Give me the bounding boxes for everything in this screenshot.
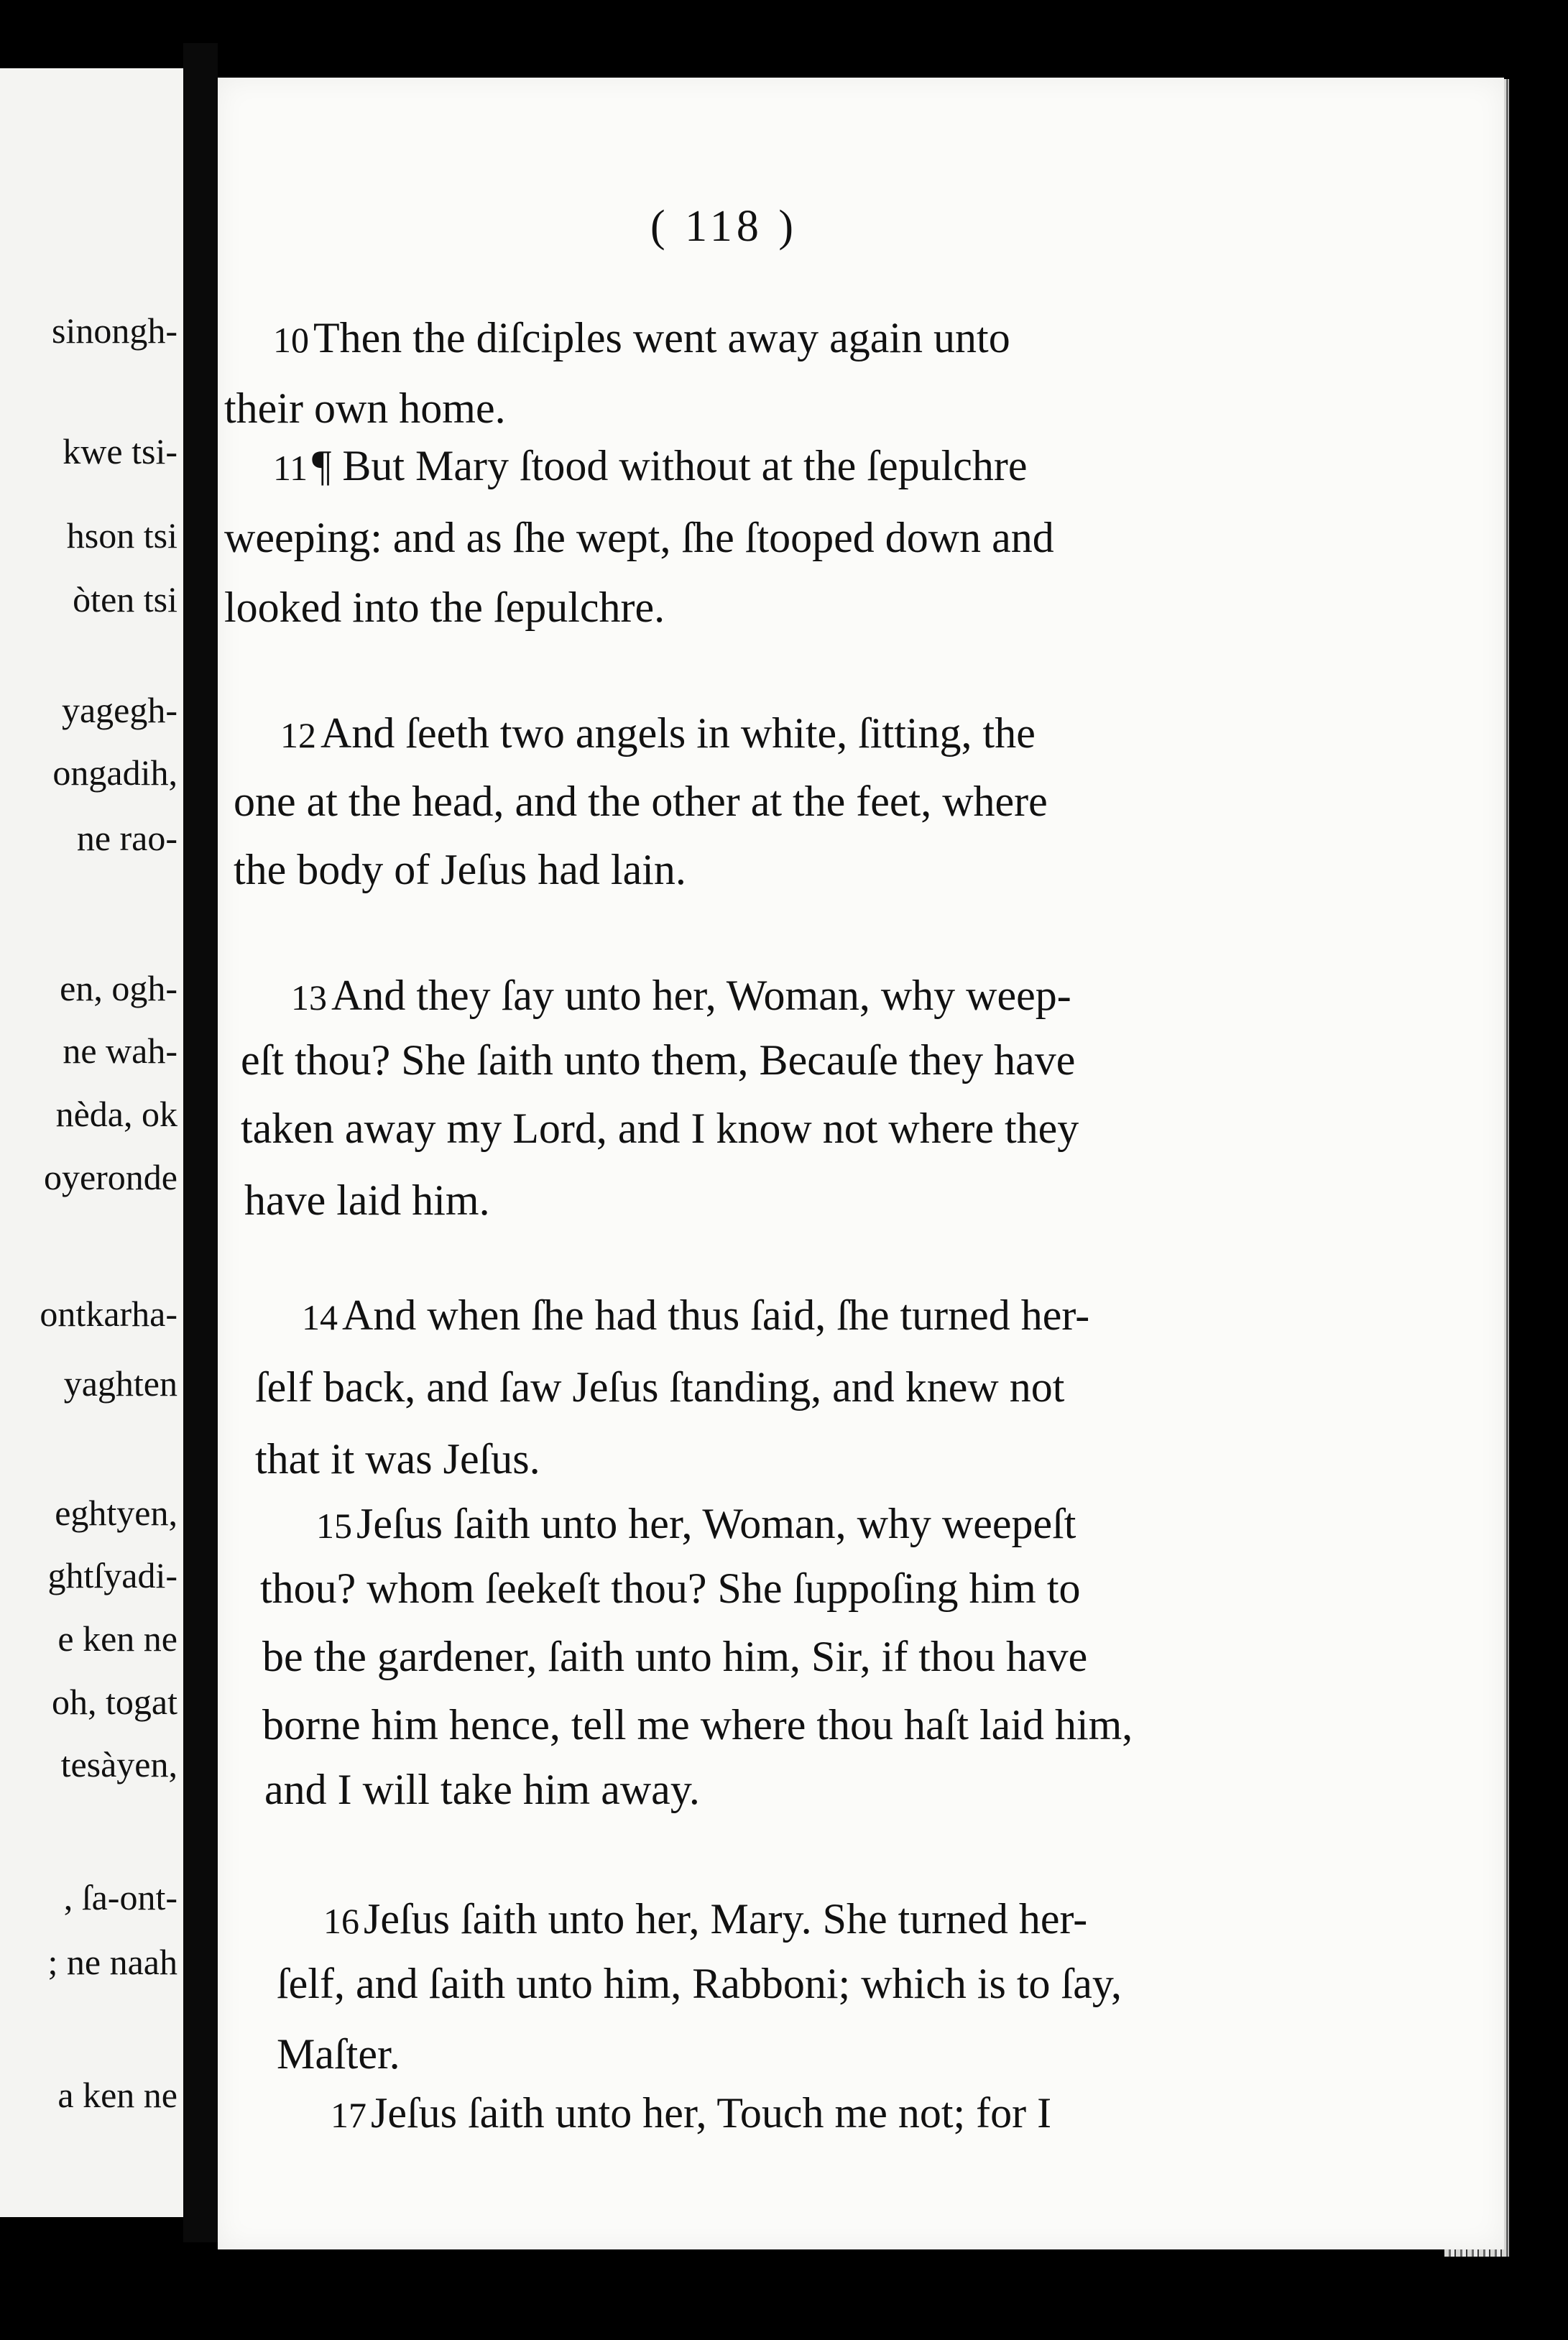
verse-line — [255, 1365, 1064, 1409]
verse-text: have laid him. — [244, 1176, 490, 1224]
left-page-line: , ſa-ont- — [63, 1877, 177, 1917]
verse-text: thou? whom ſeekeſt thou? She ſuppoſing him to — [260, 1565, 1081, 1612]
verse-text: taken away my Lord, and I know not where they — [241, 1105, 1079, 1152]
verse-text: the body of Jeſus had lain. — [234, 846, 686, 893]
verse-line — [234, 780, 1048, 823]
verse-line — [262, 1701, 1133, 1749]
facing-page-left — [0, 68, 183, 2217]
verse-line — [260, 1567, 1081, 1610]
left-page-line: ne rao- — [76, 818, 177, 858]
left-page-line: òten tsi — [73, 579, 177, 619]
verse-number: 14 — [302, 1297, 338, 1337]
verse-line — [224, 516, 1054, 559]
left-page-line: eghtyen, — [55, 1493, 177, 1533]
verse-line — [234, 848, 686, 891]
left-page-line: sinongh- — [52, 310, 177, 351]
left-page-line: nèda, ok — [55, 1094, 177, 1134]
verse-line — [323, 1895, 1088, 1943]
left-page-line: hson tsi — [66, 515, 177, 556]
verse-text: their own home. — [224, 384, 506, 432]
verse-text: ſelf, and ſaith unto him, Rabboni; which is to ſay, — [277, 1960, 1122, 2007]
verse-line — [224, 586, 665, 629]
left-page-line: oh, togat — [52, 1682, 177, 1722]
verse-text: Jeſus ſaith unto her, Touch me not; for I — [371, 2089, 1052, 2137]
left-page-line: ontkarha- — [40, 1294, 177, 1334]
left-page-line: yaghten — [63, 1363, 177, 1404]
left-page-line: oyeronde — [43, 1157, 177, 1197]
verse-text: And they ſay unto her, Woman, why weep- — [331, 972, 1071, 1019]
verse-text: borne him hence, tell me where thou haſt laid him, — [262, 1701, 1133, 1749]
verse-line — [262, 1635, 1087, 1678]
verse-line — [291, 974, 1071, 1017]
verse-text: weeping: and as ſhe wept, ſhe ſtooped down and — [224, 514, 1054, 561]
verse-text: ſelf back, and ſaw Jeſus ſtanding, and knew not — [255, 1363, 1065, 1411]
verse-line — [255, 1435, 540, 1483]
verse-number: 12 — [280, 715, 316, 755]
left-page-line: yagegh- — [61, 690, 177, 730]
verse-text: And when ſhe had thus ſaid, ſhe turned her- — [342, 1291, 1090, 1339]
left-page-line: ghtſyadi- — [47, 1555, 177, 1595]
verse-text: be the gardener, ſaith unto him, Sir, if thou have — [262, 1633, 1088, 1680]
book-gutter — [183, 43, 218, 2242]
verse-text: Jeſus ſaith unto her, Woman, why weepeſt — [356, 1500, 1076, 1547]
left-page-line: tesàyen, — [60, 1744, 177, 1784]
verse-line — [280, 711, 1036, 755]
verse-number: 11 — [273, 448, 308, 488]
verse-text: Jeſus ſaith unto her, Mary. She turned her- — [364, 1895, 1088, 1943]
page-number: ( 118 ) — [650, 202, 798, 251]
verse-text: Then the diſciples went away again unto — [313, 314, 1010, 361]
verse-text: eſt thou? She ſaith unto them, Becauſe they have — [241, 1036, 1076, 1084]
left-page-line: ; ne naah — [47, 1942, 177, 1982]
left-page-line: kwe tsi- — [63, 431, 177, 471]
verse-number: 13 — [291, 977, 327, 1018]
verse-text: one at the head, and the other at the feet, where — [234, 778, 1048, 825]
verse-line — [244, 1176, 490, 1224]
left-page-line: ne wah- — [63, 1031, 177, 1071]
verse-line — [302, 1291, 1090, 1339]
verse-line — [241, 1038, 1075, 1082]
verse-line — [316, 1502, 1076, 1545]
verse-line — [273, 316, 1010, 359]
verse-text: ¶ But Mary ſtood without at the ſepulchre — [312, 442, 1028, 489]
verse-number: 16 — [323, 1901, 359, 1941]
left-page-line: e ken ne — [57, 1618, 177, 1659]
left-page-line: ongadih, — [52, 752, 177, 793]
verse-line — [331, 2089, 1052, 2137]
verse-line — [264, 1768, 700, 1811]
verse-line — [273, 444, 1028, 487]
verse-number: 17 — [331, 2095, 366, 2135]
verse-line — [224, 384, 506, 432]
verse-line — [241, 1107, 1079, 1150]
verse-line — [277, 2032, 400, 2076]
left-page-line: en, ogh- — [60, 968, 177, 1008]
verse-text: and I will take him away. — [264, 1766, 700, 1813]
verse-number: 10 — [273, 320, 309, 360]
verse-text: that it was Jeſus. — [255, 1435, 540, 1483]
verse-text: And ſeeth two angels in white, ſitting, the — [320, 709, 1036, 757]
verse-line — [277, 1962, 1122, 2005]
verse-number: 15 — [316, 1506, 352, 1546]
left-page-line: a ken ne — [57, 2075, 177, 2115]
verse-text: looked into the ſepulchre. — [224, 584, 665, 631]
verse-text: Maſter. — [277, 2030, 400, 2078]
